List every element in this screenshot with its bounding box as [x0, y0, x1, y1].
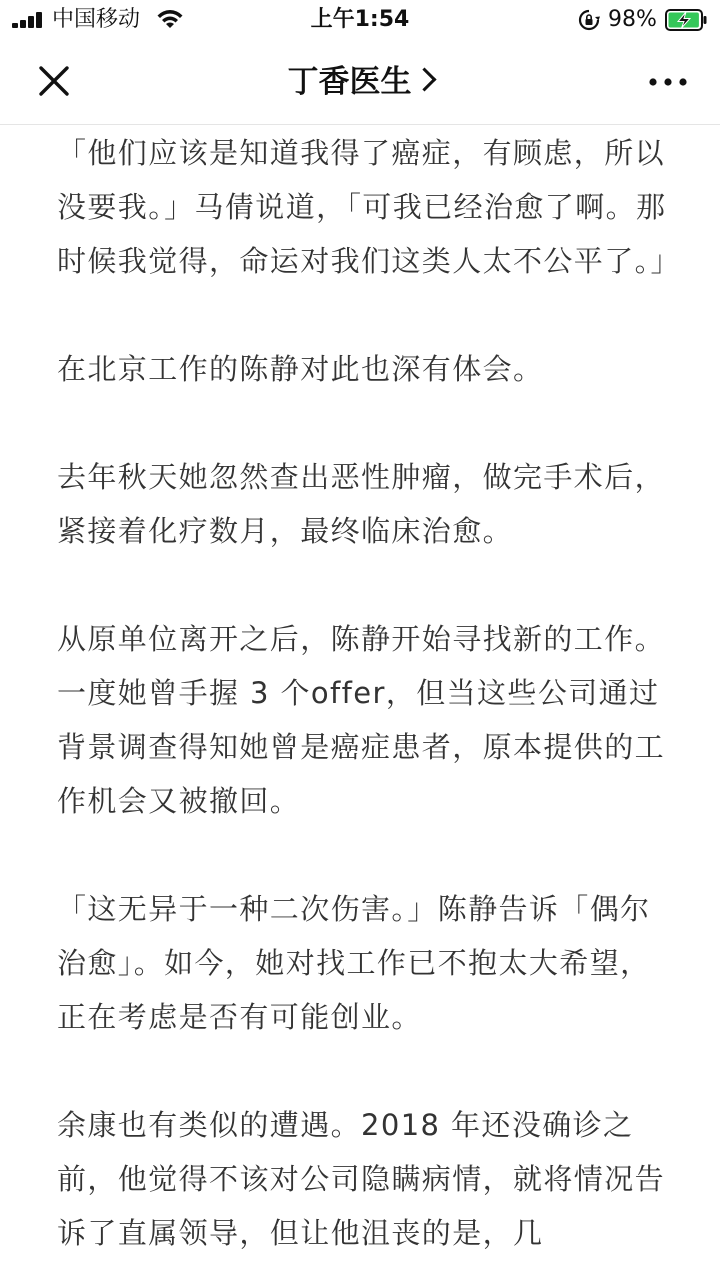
- article-paragraph: 「他们应该是知道我得了癌症，有顾虑，所以没要我。」马倩说道，「可我已经治愈了啊。那时候我觉得，命运对我们这类人太不公平了。」: [57, 136, 681, 278]
- chevron-right-icon: [412, 67, 436, 91]
- article-paragraph: 余康也有类似的遭遇。2018 年还没确诊之前，他觉得不该对公司隐瞒病情，就将情况告诉了直属领导，但让他沮丧的是，几: [57, 1108, 666, 1250]
- battery-percent: 98%: [608, 7, 657, 32]
- article-paragraph: 在北京工作的陈静对此也深有体会。: [57, 352, 544, 386]
- close-icon[interactable]: [30, 60, 78, 104]
- article-body: [57, 126, 681, 1280]
- orientation-lock-icon: [578, 9, 600, 31]
- article-paragraph: 「这无异于一种二次伤害。」陈静告诉「偶尔治愈」。如今，她对找工作已不抱太大希望，正在考虑是否有可能创业。: [57, 892, 651, 1034]
- account-title-text: 丁香医生: [287, 64, 412, 100]
- status-time: 上午1:54: [310, 7, 410, 32]
- battery-charging-icon: [665, 9, 707, 31]
- more-icon[interactable]: [640, 62, 696, 102]
- carrier-label: 中国移动: [52, 7, 141, 32]
- article-paragraph: 去年秋天她忽然查出恶性肿瘤，做完手术后，紧接着化疗数月，最终临床治愈。: [57, 460, 666, 548]
- status-bar: [0, 0, 720, 40]
- article-paragraph: 从原单位离开之后，陈静开始寻找新的工作。一度她曾手握 3 个offer，但当这些公司通过背景调查得知她曾是癌症患者，原本提供的工作机会又被撤回。: [57, 622, 666, 818]
- nav-bar: [0, 40, 720, 125]
- account-title[interactable]: [200, 60, 520, 104]
